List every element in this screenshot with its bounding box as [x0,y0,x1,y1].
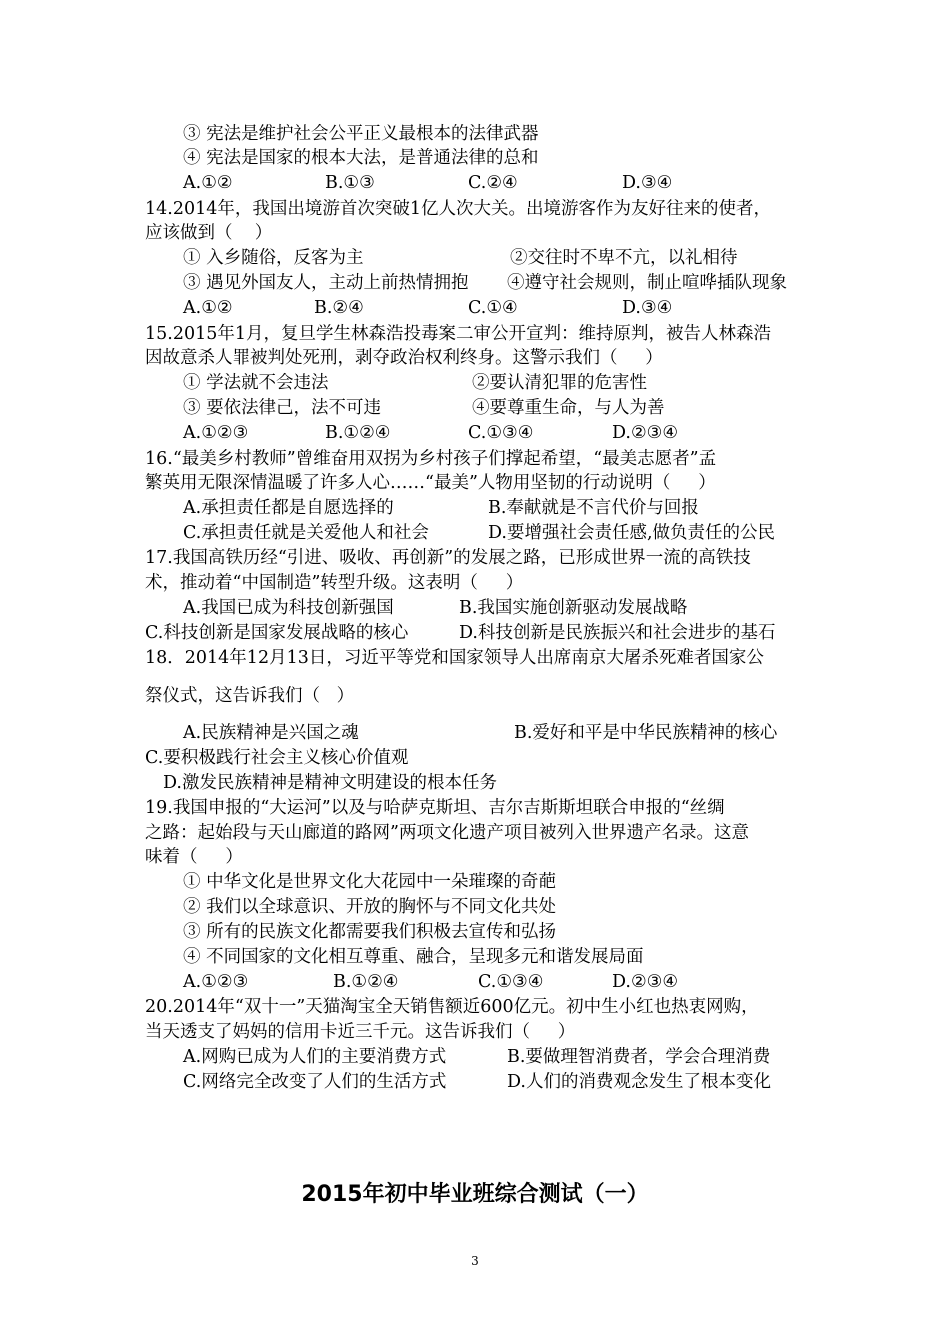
text-line: B.②④ [314,298,364,318]
text-line: D.要增强社会责任感,做负责任的公民 [488,523,776,543]
text-line: C.承担责任就是关爱他人和社会 [183,523,429,543]
text-line: C.网络完全改变了人们的生活方式 [183,1072,447,1092]
text-line: D.科技创新是民族振兴和社会进步的基石 [459,623,776,643]
text-line: C.①④ [468,298,518,318]
text-line: 繁英用无限深情温暖了许多人心……“最美”人物用坚韧的行动说明（ ） [145,473,716,493]
text-line: B.奉献就是不言代价与回报 [488,498,699,518]
text-line: 18．2014年12月13日，习近平等党和国家领导人出席南京大屠杀死难者国家公 [145,648,764,668]
text-line: A.我国已成为科技创新强国 [183,598,394,618]
text-line: ③ 要依法律己，法不可违 [183,398,382,418]
text-line: 术，推动着“中国制造”转型升级。这表明（ ） [145,573,524,593]
page-number: 3 [471,1254,479,1268]
text-line: C.要积极践行社会主义核心价值观 [145,748,409,768]
text-line: ③ 宪法是维护社会公平正义最根本的法律武器 [183,124,539,144]
text-line: 14.2014年，我国出境游首次突破1亿人次大关。出境游客作为友好往来的使者， [145,199,771,219]
text-line: ②要认清犯罪的危害性 [472,373,647,393]
text-line: B.要做理智消费者，学会合理消费 [507,1047,771,1067]
text-line: D.激发民族精神是精神文明建设的根本任务 [163,773,497,793]
text-line: 之路：起始段与天山廊道的路网”两项文化遗产项目被列入世界遗产名录。这意 [145,823,749,843]
text-line: A.承担责任都是自愿选择的 [183,498,394,518]
text-line: 19.我国申报的“大运河”以及与哈萨克斯坦、吉尔吉斯斯坦联合申报的“丝绸 [145,798,725,818]
text-line: C.①③④ [478,972,544,992]
text-line: 当天透支了妈妈的信用卡近三千元。这告诉我们（ ） [145,1022,576,1042]
text-line: C.科技创新是国家发展战略的核心 [145,623,409,643]
text-line: 应该做到（ ） [145,223,273,243]
text-line: A.①②③ [183,423,249,443]
text-line: 15.2015年1月，复旦学生林森浩投毒案二审公开宣判：维持原判，被告人林森浩 [145,324,771,344]
text-line: B.我国实施创新驱动发展战略 [459,598,688,618]
text-line: A.①② [183,173,233,193]
text-line: A.民族精神是兴国之魂 [183,723,359,743]
text-line: ① 中华文化是世界文化大花园中一朵璀璨的奇葩 [183,872,557,892]
text-line: D.③④ [622,173,673,193]
text-line: 因故意杀人罪被判处死刑，剥夺政治权利终身。这警示我们（ ） [145,348,663,368]
text-line: C.①③④ [468,423,534,443]
text-line: ④要尊重生命，与人为善 [472,398,665,418]
text-line: ④遵守社会规则，制止喧哗插队现象 [507,273,787,293]
text-line: ③ 遇见外国友人，主动上前热情拥抱 [183,273,469,293]
text-line: B.爱好和平是中华民族精神的核心 [514,723,778,743]
text-line: 16.“最美乡村教师”曾维奋用双拐为乡村孩子们撑起希望，“最美志愿者”孟 [145,449,717,469]
text-line: B.①②④ [325,423,391,443]
section-title: 2015年初中毕业班综合测试（一） [301,1182,649,1207]
text-line: ① 学法就不会违法 [183,373,329,393]
text-line: ② 我们以全球意识、开放的胸怀与不同文化共处 [183,897,557,917]
text-line: ① 入乡随俗，反客为主 [183,248,364,268]
text-line: A.网购已成为人们的主要消费方式 [183,1047,447,1067]
text-line: C.②④ [468,173,518,193]
text-line: ④ 不同国家的文化相互尊重、融合，呈现多元和谐发展局面 [183,947,644,967]
text-line: 味着（ ） [145,847,243,867]
text-line: ④ 宪法是国家的根本大法，是普通法律的总和 [183,148,539,168]
text-line: 20.2014年“双十一”天猫淘宝全天销售额近600亿元。初中生小红也热衷网购， [145,997,759,1017]
text-line: D.②③④ [612,423,679,443]
text-line: D.人们的消费观念发生了根本变化 [507,1072,771,1092]
text-line: D.②③④ [612,972,679,992]
text-line: ②交往时不卑不亢，以礼相待 [510,248,738,268]
text-line: A.①②③ [183,972,249,992]
text-line: ③ 所有的民族文化都需要我们积极去宣传和弘扬 [183,922,557,942]
text-line: B.①③ [325,173,375,193]
text-line: D.③④ [622,298,673,318]
text-line: A.①② [183,298,233,318]
text-line: B.①②④ [333,972,399,992]
text-line: 17.我国高铁历经“引进、吸收、再创新”的发展之路，已形成世界一流的高铁技 [145,548,751,568]
text-line: 祭仪式，这告诉我们（ ） [145,686,355,706]
